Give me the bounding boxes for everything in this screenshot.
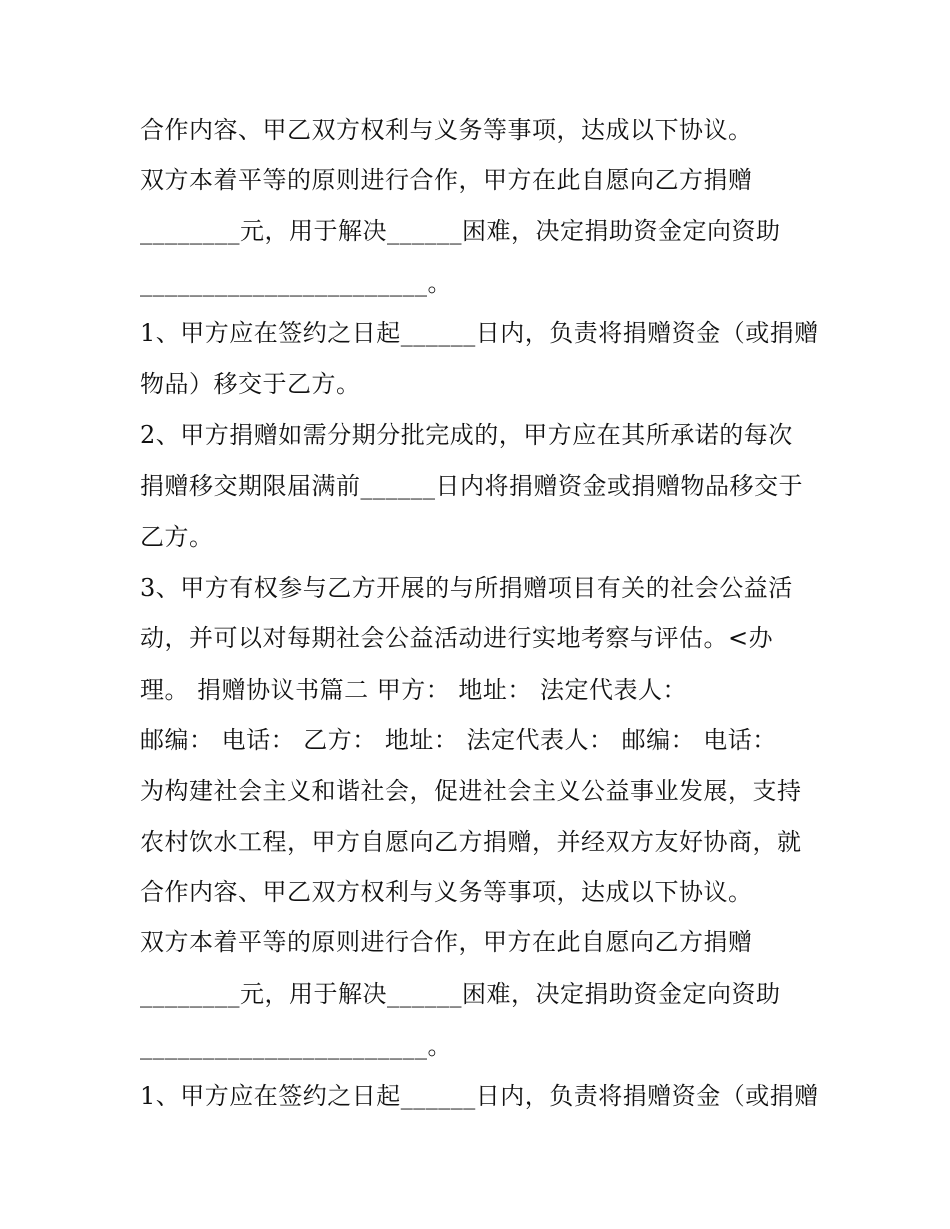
text-line: _______________________。: [140, 1032, 452, 1060]
text-line: 为构建社会主义和谐社会，促进社会主义公益事业发展，支持: [140, 777, 802, 805]
text-line: 3、甲方有权参与乙方开展的与所捐赠项目有关的社会公益活: [140, 574, 793, 602]
text-line: 合作内容、甲乙双方权利与义务等事项，达成以下协议。: [140, 878, 753, 906]
text-line: 物品）移交于乙方。: [140, 370, 361, 398]
text-line: 双方本着平等的原则进行合作，甲方在此自愿向乙方捐赠: [140, 928, 753, 956]
text-line: _______________________。: [140, 269, 452, 297]
text-line: 理。 捐赠协议书篇二 甲方： 地址： 法定代表人：: [140, 676, 688, 704]
text-line: 捐赠移交期限届满前______日内将捐赠资金或捐赠物品移交于: [140, 472, 803, 500]
text-line: 农村饮水工程，甲方自愿向乙方捐赠，并经双方友好协商，就: [140, 828, 802, 856]
text-line: 双方本着平等的原则进行合作，甲方在此自愿向乙方捐赠: [140, 166, 753, 194]
text-line: 乙方。: [140, 523, 214, 551]
text-line: 1、甲方应在签约之日起______日内，负责将捐赠资金（或捐赠: [140, 319, 819, 347]
text-line: 1、甲方应在签约之日起______日内，负责将捐赠资金（或捐赠: [140, 1082, 819, 1110]
text-line: 动，并可以对每期社会公益活动进行实地考察与评估。<办: [140, 624, 774, 652]
text-line: ________元，用于解决______困难，决定捐助资金定向资助: [140, 217, 781, 245]
text-line: 邮编： 电话： 乙方： 地址： 法定代表人： 邮编： 电话：: [140, 726, 777, 754]
text-line: 2、甲方捐赠如需分期分批完成的，甲方应在其所承诺的每次: [140, 421, 793, 449]
text-line: 合作内容、甲乙双方权利与义务等事项，达成以下协议。: [140, 116, 753, 144]
text-line: ________元，用于解决______困难，决定捐助资金定向资助: [140, 980, 781, 1008]
